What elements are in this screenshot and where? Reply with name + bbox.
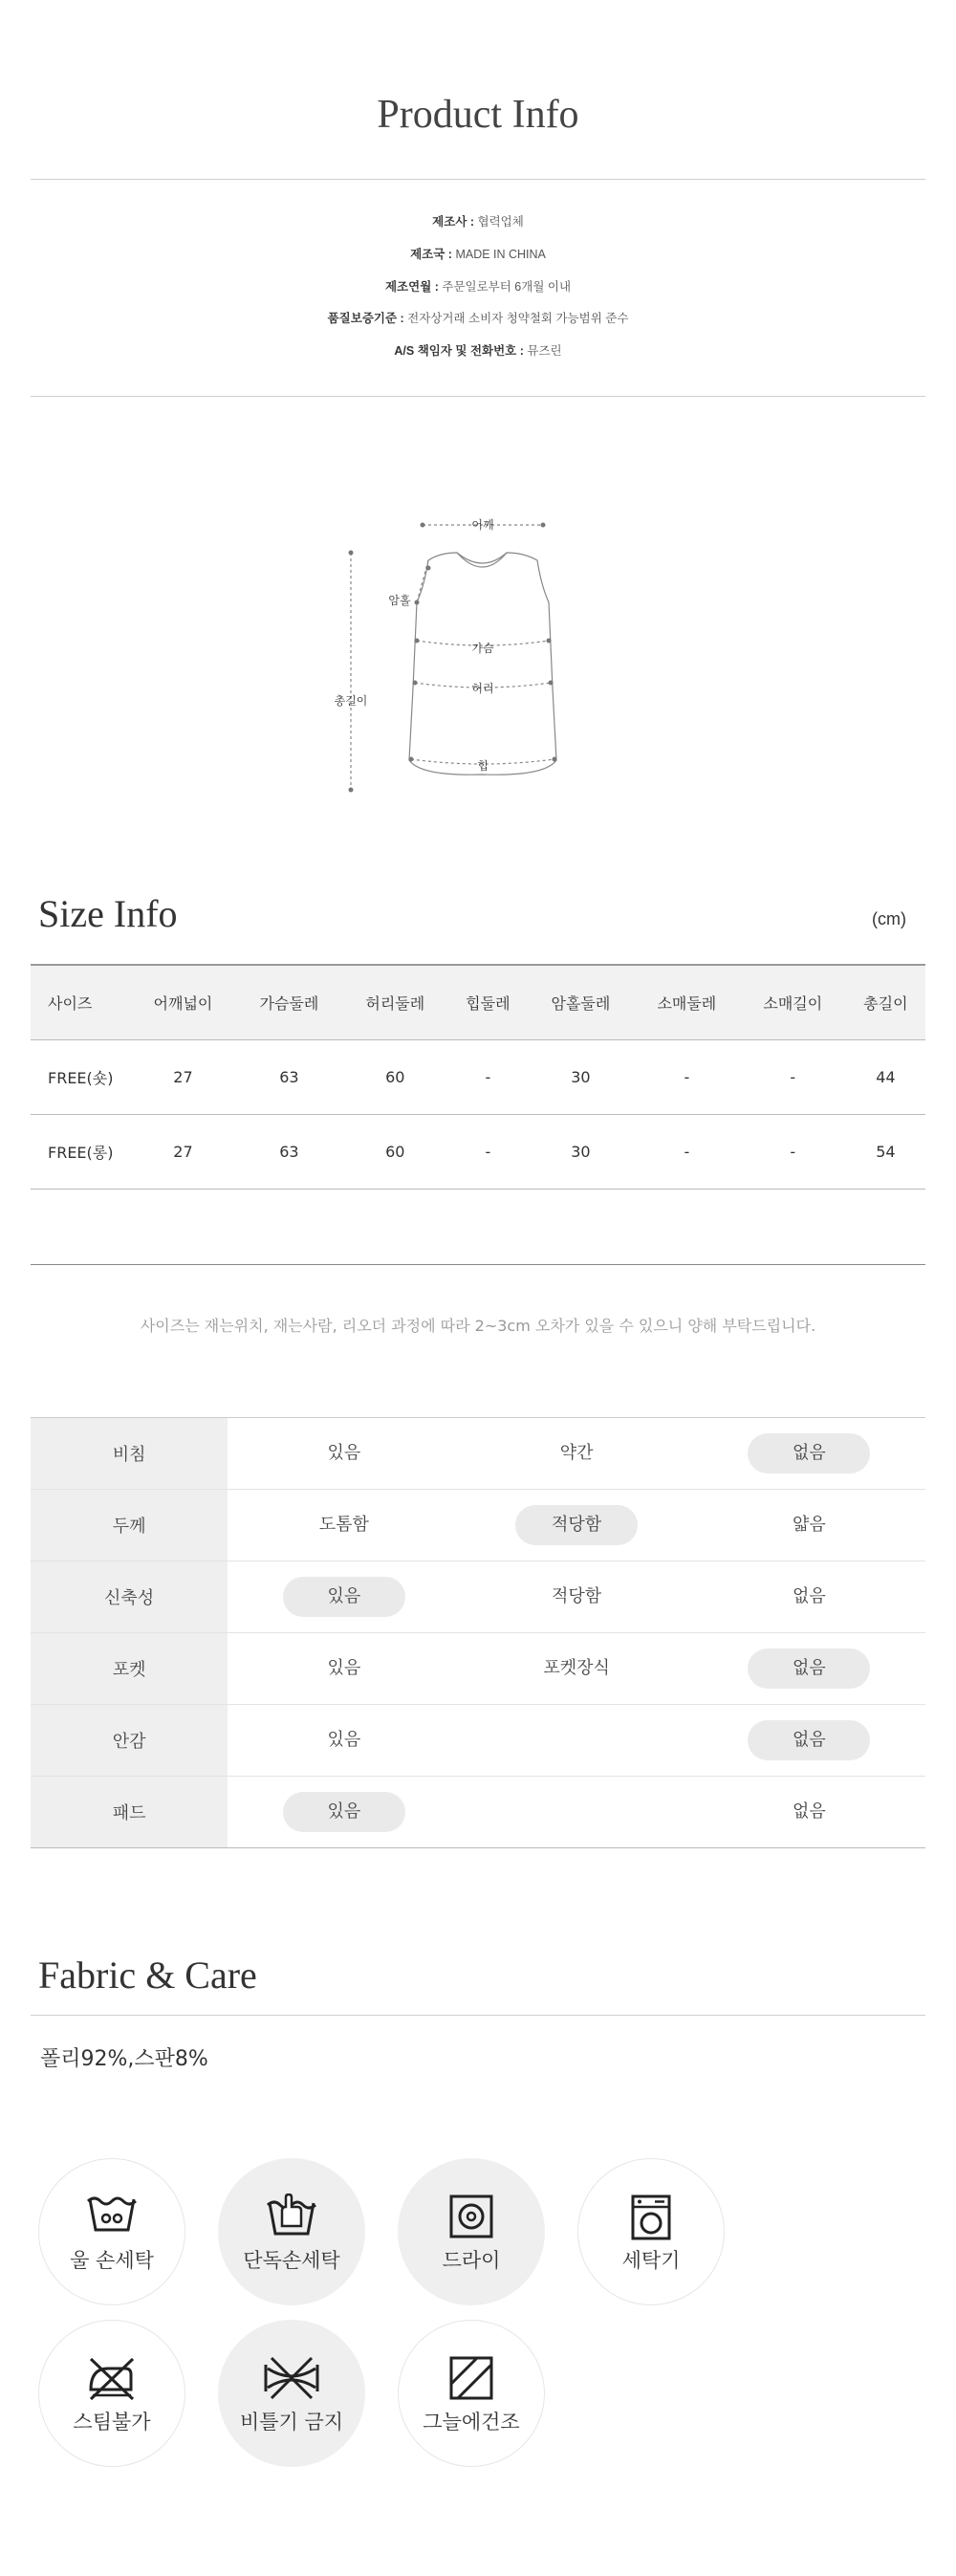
table-cell: - [634,1039,740,1114]
attribute-option: 약간 [559,1443,594,1463]
info-manufacturer: 제조사 : 협력업체 [432,215,524,229]
attribute-option-cell [228,1633,460,1705]
care-label: 스팀불가 [73,2411,151,2434]
attribute-option: 없음 [792,1801,826,1822]
size-unit: (cm) [872,909,906,928]
dry-clean-icon [448,2194,494,2239]
col-header: 힙둘레 [448,965,528,1039]
label-shoulder: 어깨 [471,518,494,532]
divider [31,2015,925,2016]
table-cell: FREE(롱) [31,1114,130,1189]
table-cell: 54 [846,1114,925,1189]
attribute-option: 적당함 [552,1586,602,1606]
attribute-option-selected: 없음 [748,1433,870,1474]
attribute-option-selected: 없음 [748,1648,870,1689]
table-cell: - [740,1114,846,1189]
table-row [31,1114,925,1189]
attribute-label: 안감 [31,1705,228,1777]
table-cell: 27 [130,1114,236,1189]
attribute-option-cell [460,1418,692,1490]
attribute-option-cell [228,1490,460,1561]
fabric-composition: 폴리92%,스판8% [40,2047,208,2071]
divider [31,179,925,180]
attribute-row [31,1490,925,1561]
attribute-label: 신축성 [31,1561,228,1633]
attribute-option-cell [460,1705,692,1777]
attribute-option: 도톰함 [318,1515,369,1535]
care-label: 비틀기 금지 [239,2411,344,2434]
attribute-option: 얇음 [792,1515,826,1535]
size-table-header [31,965,925,1039]
table-cell: 60 [342,1114,448,1189]
attribute-option-selected: 있음 [283,1792,405,1832]
col-header: 가슴둘레 [236,965,342,1039]
attribute-label: 포켓 [31,1633,228,1705]
care-label: 세탁기 [621,2249,681,2272]
separate-handwash-icon [267,2194,316,2238]
table-cell: 63 [236,1039,342,1114]
attribute-option-cell [693,1561,925,1633]
attribute-option-cell [460,1561,692,1633]
care-shade-dry [398,2320,545,2467]
col-header: 소매둘레 [634,965,740,1039]
table-row [31,1039,925,1114]
attribute-option-cell [693,1633,925,1705]
label-armhole: 암홀 [388,594,411,607]
table-cell: 30 [528,1114,634,1189]
attribute-label: 패드 [31,1777,228,1848]
attribute-option [515,1790,638,1830]
col-header: 사이즈 [31,965,130,1039]
product-info-title: Product Info [377,93,579,137]
table-cell: FREE(숏) [31,1039,130,1114]
label-total-length: 총길이 [334,694,368,708]
attribute-option: 있음 [327,1443,361,1463]
attribute-option: 있음 [327,1730,361,1750]
care-wool-handwash [38,2158,185,2305]
col-header: 소매길이 [740,965,846,1039]
table-cell: - [634,1114,740,1189]
attribute-option-selected: 있음 [283,1577,405,1617]
attribute-option-cell [228,1705,460,1777]
info-country: 제조국 : MADE IN CHINA [410,248,546,261]
attribute-row [31,1705,925,1777]
table-cell: 60 [342,1039,448,1114]
info-as-contact: A/S 책임자 및 전화번호 : 뮤즈린 [394,344,562,358]
attribute-row [31,1418,925,1490]
care-washing-machine [577,2158,725,2305]
attribute-option-cell [228,1561,460,1633]
shade-dry-icon [448,2355,494,2401]
table-cell: - [740,1039,846,1114]
col-header: 어깨넓이 [130,965,236,1039]
size-info-title: Size Info [38,892,178,935]
attribute-option-cell [693,1705,925,1777]
attribute-option-cell [693,1418,925,1490]
table-cell: 63 [236,1114,342,1189]
care-dry-clean [398,2158,545,2305]
care-label: 그늘에건조 [423,2411,520,2434]
attribute-label: 두께 [31,1490,228,1561]
col-header: 총길이 [846,965,925,1039]
attribute-option: 없음 [792,1586,826,1606]
attribute-option-cell [228,1777,460,1848]
care-label: 단독손세탁 [243,2249,340,2272]
care-no-wring [218,2320,365,2467]
size-note: 사이즈는 재는위치, 재는사람, 리오더 과정에 따라 2~3cm 오차가 있을 수 있으니 양해 부탁드립니다. [140,1317,816,1335]
label-waist: 허리 [471,682,494,695]
attribute-option-cell [693,1490,925,1561]
attribute-label: 비침 [31,1418,228,1490]
attribute-option-selected: 없음 [748,1720,870,1760]
label-hip: 힙 [477,759,489,773]
size-table [31,964,925,1190]
table-cell: - [448,1114,528,1189]
fit-attributes-table [31,1417,925,1848]
care-label: 울 손세탁 [70,2249,154,2272]
divider [31,1264,925,1265]
care-no-steam [38,2320,185,2467]
label-chest: 가슴 [471,642,494,655]
attribute-option-cell [460,1490,692,1561]
attribute-option-cell [228,1418,460,1490]
attribute-option: 포켓장식 [543,1658,610,1678]
attribute-row [31,1633,925,1705]
washing-machine-icon [630,2194,672,2241]
attribute-option: 있음 [327,1658,361,1678]
attribute-option [515,1718,638,1758]
attribute-option-cell [693,1777,925,1848]
table-cell: 44 [846,1039,925,1114]
table-cell: 27 [130,1039,236,1114]
garment-measurement-diagram [315,497,641,813]
attribute-option-selected: 적당함 [515,1505,638,1545]
col-header: 암홀둘레 [528,965,634,1039]
no-wring-icon [262,2355,321,2401]
info-quality-standard: 품질보증기준 : 전자상거래 소비자 청약철회 가능범위 준수 [327,312,629,325]
wool-handwash-icon [87,2194,137,2234]
no-steam-icon [87,2355,137,2401]
table-cell: 30 [528,1039,634,1114]
attribute-option-cell [460,1777,692,1848]
divider [31,396,925,397]
care-label: 드라이 [442,2249,501,2272]
fabric-care-title: Fabric & Care [38,1954,257,1997]
attribute-row [31,1561,925,1633]
table-cell: - [448,1039,528,1114]
care-separate-handwash [218,2158,365,2305]
attribute-option-cell [460,1633,692,1705]
info-manufacture-date: 제조연월 : 주문일로부터 6개월 이내 [384,280,572,294]
col-header: 허리둘레 [342,965,448,1039]
attribute-row [31,1777,925,1848]
